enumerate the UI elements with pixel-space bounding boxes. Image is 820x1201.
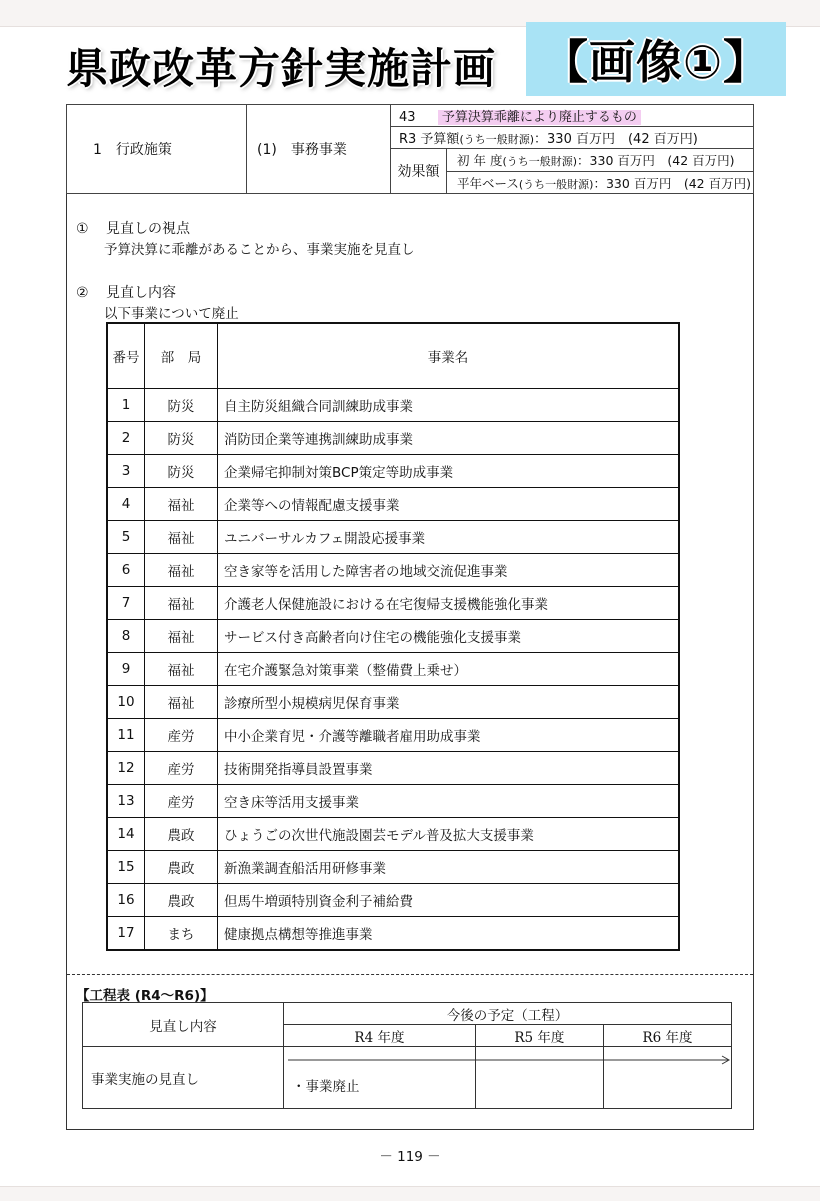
row-department: 農政	[145, 851, 218, 884]
table-row	[107, 818, 679, 851]
r3-budget-note: (うち一般財源)	[459, 133, 535, 146]
row-department: 防災	[145, 422, 218, 455]
row-project-name: 新漁業調査船活用研修事業	[218, 851, 680, 884]
row-project-name: 自主防災組織合同訓練助成事業	[218, 389, 680, 422]
row-project-name: 空き家等を活用した障害者の地域交流促進事業	[218, 554, 680, 587]
item-number: 43	[399, 110, 416, 125]
schedule-title: 【工程表 (R4～R6)】	[76, 988, 214, 1004]
document-title: 県政改革方針実施計画	[66, 44, 497, 93]
row-number: 15	[107, 851, 145, 884]
section-2-number: ②	[76, 285, 89, 301]
normal-year-label: 平年ベース	[457, 175, 519, 191]
table-row	[107, 587, 679, 620]
row-number: 9	[107, 653, 145, 686]
row-project-name: サービス付き高齢者向け住宅の機能強化支援事業	[218, 620, 680, 653]
table-row	[107, 719, 679, 752]
first-year-note: (うち一般財源)	[502, 155, 578, 168]
item-title-cell	[391, 105, 754, 127]
row-department: 農政	[145, 818, 218, 851]
row-number: 14	[107, 818, 145, 851]
section-1-number: ①	[76, 221, 89, 237]
first-year-label: 初 年 度	[457, 153, 503, 168]
row-department: 福祉	[145, 620, 218, 653]
row-project-name: ひょうごの次世代施設園芸モデル普及拡大支援事業	[218, 818, 680, 851]
section-1-heading	[76, 218, 190, 238]
row-project-name: 中小企業育児・介護等離職者雇用助成事業	[218, 719, 680, 752]
schedule-r4-cell	[284, 1047, 476, 1109]
project-rows	[107, 389, 679, 951]
row-department: 福祉	[145, 488, 218, 521]
table-row	[107, 389, 679, 422]
row-department: 産労	[145, 752, 218, 785]
r3-budget-value: ：330 百万円 (42 百万円)	[534, 132, 698, 147]
schedule-year-r6: R6 年度	[603, 1025, 731, 1047]
category-cell: (1) 事務事業	[247, 105, 391, 194]
row-number: 10	[107, 686, 145, 719]
table-row	[107, 653, 679, 686]
table-row	[107, 686, 679, 719]
row-number: 3	[107, 455, 145, 488]
row-project-name: 空き床等活用支援事業	[218, 785, 680, 818]
schedule-column-label: 見直し内容	[83, 1003, 284, 1047]
row-number: 13	[107, 785, 145, 818]
row-department: 福祉	[145, 653, 218, 686]
header-project-name: 事業名	[218, 323, 680, 389]
row-project-name: 技術開発指導員設置事業	[218, 752, 680, 785]
section-2-heading	[76, 282, 176, 302]
row-project-name: 企業帰宅抑制対策BCP策定等助成事業	[218, 455, 680, 488]
first-year-cell	[447, 149, 754, 172]
section-2-title: 見直し内容	[106, 285, 176, 301]
table-row	[107, 620, 679, 653]
row-project-name: 消防団企業等連携訓練助成事業	[218, 422, 680, 455]
row-department: 産労	[145, 785, 218, 818]
row-number: 7	[107, 587, 145, 620]
section-1-text: 予算決算に乖離があることから、事業実施を見直し	[104, 242, 415, 258]
section-2-text: 以下事業について廃止	[104, 306, 239, 322]
schedule-r4-text: ・事業廃止	[292, 1078, 360, 1095]
row-project-name: 但馬牛増頭特別資金利子補給費	[218, 884, 680, 917]
section-1-title: 見直しの視点	[106, 221, 190, 237]
effect-label: 効果額	[391, 149, 447, 194]
table-row	[107, 917, 679, 951]
row-number: 12	[107, 752, 145, 785]
row-project-name: 介護老人保健施設における在宅復帰支援機能強化事業	[218, 587, 680, 620]
dashed-divider	[67, 974, 753, 975]
row-department: 福祉	[145, 554, 218, 587]
r3-budget-cell	[391, 127, 754, 149]
row-project-name: 企業等への情報配慮支援事業	[218, 488, 680, 521]
r3-budget-label: R3 予算額	[399, 132, 460, 147]
normal-year-value: ：330 百万円 (42 百万円)	[593, 175, 751, 191]
normal-year-cell	[447, 172, 754, 194]
table-row	[107, 554, 679, 587]
table-row	[107, 521, 679, 554]
row-project-name: 健康拠点構想等推進事業	[218, 917, 680, 951]
row-department: 福祉	[145, 521, 218, 554]
row-number: 1	[107, 389, 145, 422]
table-row	[107, 851, 679, 884]
normal-year-note: (うち一般財源)	[518, 177, 594, 191]
row-department: 農政	[145, 884, 218, 917]
header-table	[66, 104, 754, 194]
first-year-value: ：330 百万円 (42 百万円)	[577, 153, 735, 168]
row-department: 防災	[145, 389, 218, 422]
header-number: 番号	[107, 323, 145, 389]
row-number: 4	[107, 488, 145, 521]
policy-cell: 1 行政施策	[67, 105, 247, 194]
schedule-year-r5: R5 年度	[475, 1025, 603, 1047]
header-department: 部 局	[145, 323, 218, 389]
row-department: 防災	[145, 455, 218, 488]
table-row	[107, 752, 679, 785]
row-number: 6	[107, 554, 145, 587]
row-department: 福祉	[145, 587, 218, 620]
image-badge: 【画像①】	[526, 22, 786, 96]
table-row	[107, 455, 679, 488]
project-table	[106, 322, 680, 951]
table-row	[107, 785, 679, 818]
row-number: 16	[107, 884, 145, 917]
page-number: － 119 －	[379, 1149, 441, 1165]
bottom-band	[0, 1186, 820, 1201]
row-department: 産労	[145, 719, 218, 752]
row-project-name: ユニバーサルカフェ開設応援事業	[218, 521, 680, 554]
schedule-row-label: 事業実施の見直し	[83, 1047, 284, 1109]
arrow-right-icon	[288, 1055, 732, 1065]
row-number: 2	[107, 422, 145, 455]
row-project-name: 診療所型小規模病児保育事業	[218, 686, 680, 719]
table-row	[107, 884, 679, 917]
schedule-future-label: 今後の予定（工程）	[284, 1003, 732, 1025]
table-row	[107, 422, 679, 455]
row-project-name: 在宅介護緊急対策事業（整備費上乗せ）	[218, 653, 680, 686]
schedule-table	[82, 1002, 732, 1109]
row-department: 福祉	[145, 686, 218, 719]
row-number: 5	[107, 521, 145, 554]
table-row	[107, 488, 679, 521]
row-number: 11	[107, 719, 145, 752]
row-department: まち	[145, 917, 218, 951]
row-number: 8	[107, 620, 145, 653]
row-number: 17	[107, 917, 145, 951]
item-title: 予算決算乖離により廃止するもの	[438, 110, 641, 125]
schedule-year-r4: R4 年度	[284, 1025, 476, 1047]
